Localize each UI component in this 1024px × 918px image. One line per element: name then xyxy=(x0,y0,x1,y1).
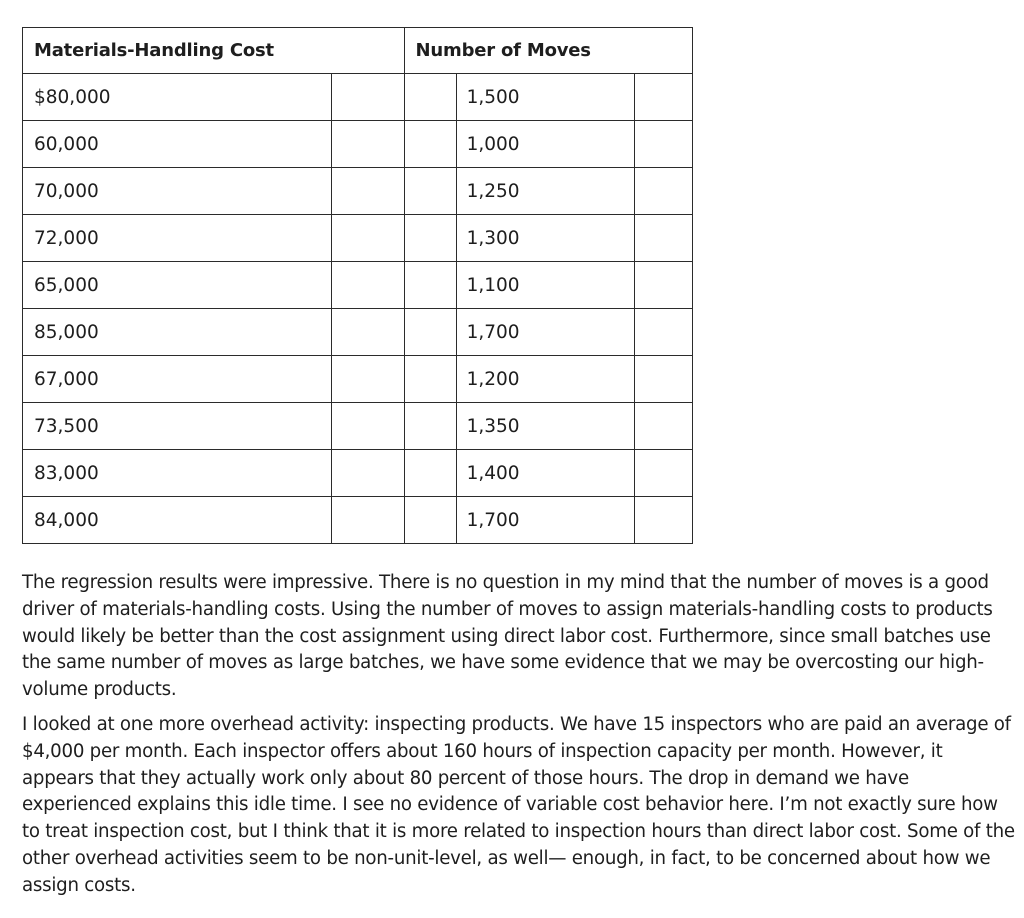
cell-empty xyxy=(332,215,404,262)
cell-empty xyxy=(332,121,404,168)
cell-empty xyxy=(634,450,692,497)
table-header-row xyxy=(23,28,693,74)
cell-cost: 73,500 xyxy=(23,403,332,450)
cell-cost: 67,000 xyxy=(23,356,332,403)
cell-empty xyxy=(404,450,456,497)
table-row xyxy=(23,74,693,121)
cell-moves: 1,250 xyxy=(456,168,634,215)
paragraph-regression-results: The regression results were impressive. There is no question in my mind that the number of moves is a good driver of materials-handling costs. Using the number of moves to assign materials-handling costs to products would likely be better than the cost assignment using direct labor cost. Furthermore, since small batches use the same number of moves as large batches, we have some evidence that we may be overcosting our high-volume products. xyxy=(22,572,993,701)
cell-empty xyxy=(634,356,692,403)
cell-empty xyxy=(332,497,404,544)
cost-moves-table xyxy=(22,27,693,544)
cell-moves: 1,200 xyxy=(456,356,634,403)
cell-cost: 60,000 xyxy=(23,121,332,168)
table-row xyxy=(23,262,693,309)
cell-empty xyxy=(634,168,692,215)
cell-moves: 1,350 xyxy=(456,403,634,450)
cell-empty xyxy=(404,403,456,450)
cell-empty xyxy=(404,356,456,403)
cell-empty xyxy=(332,309,404,356)
cell-empty xyxy=(404,215,456,262)
cell-cost: 84,000 xyxy=(23,497,332,544)
cell-moves: 1,400 xyxy=(456,450,634,497)
cell-empty xyxy=(332,74,404,121)
header-number-of-moves: Number of Moves xyxy=(404,28,692,74)
table-row xyxy=(23,168,693,215)
cell-empty xyxy=(404,121,456,168)
header-materials-handling-cost: Materials-Handling Cost xyxy=(23,28,405,74)
cell-moves: 1,100 xyxy=(456,262,634,309)
table-row xyxy=(23,215,693,262)
cell-empty xyxy=(404,497,456,544)
cell-moves: 1,000 xyxy=(456,121,634,168)
cell-empty xyxy=(404,74,456,121)
cell-empty xyxy=(634,262,692,309)
cell-moves: 1,300 xyxy=(456,215,634,262)
cell-empty xyxy=(332,403,404,450)
cell-empty xyxy=(634,74,692,121)
table-body xyxy=(23,74,693,544)
table-row xyxy=(23,403,693,450)
cell-cost: 70,000 xyxy=(23,168,332,215)
cell-empty xyxy=(404,168,456,215)
cell-cost: $80,000 xyxy=(23,74,332,121)
cell-empty xyxy=(634,215,692,262)
cell-empty xyxy=(634,403,692,450)
cell-empty xyxy=(332,262,404,309)
cell-cost: 65,000 xyxy=(23,262,332,309)
cell-moves: 1,700 xyxy=(456,497,634,544)
cell-empty xyxy=(404,309,456,356)
cell-cost: 72,000 xyxy=(23,215,332,262)
cell-empty xyxy=(332,450,404,497)
cell-empty xyxy=(634,121,692,168)
narrative-text xyxy=(22,570,1017,908)
table-row xyxy=(23,309,693,356)
cell-cost: 83,000 xyxy=(23,450,332,497)
table-row xyxy=(23,121,693,168)
table-row xyxy=(23,356,693,403)
cell-moves: 1,700 xyxy=(456,309,634,356)
table-row xyxy=(23,497,693,544)
cell-empty xyxy=(332,168,404,215)
cell-empty xyxy=(332,356,404,403)
cell-empty xyxy=(634,497,692,544)
cell-cost: 85,000 xyxy=(23,309,332,356)
cell-moves: 1,500 xyxy=(456,74,634,121)
cell-empty xyxy=(404,262,456,309)
cell-empty xyxy=(634,309,692,356)
paragraph-inspection-activity: I looked at one more overhead activity: inspecting products. We have 15 inspectors who are paid an average of $4,000 per month. Each inspector offers about 160 hours of inspection capacity per month. However, it appears that they actually work only about 80 percent of those hours. The drop in demand we have experienced explains this idle time. I see no evidence of variable cost behavior here. I’m not exactly sure how to treat inspection cost, but I think that it is more related to inspection hours than direct labor cost. Some of the other overhead activities seem to be non-unit-level, as well— enough, in fact, to be concerned about how we assign costs. xyxy=(22,713,1015,896)
table-row xyxy=(23,450,693,497)
